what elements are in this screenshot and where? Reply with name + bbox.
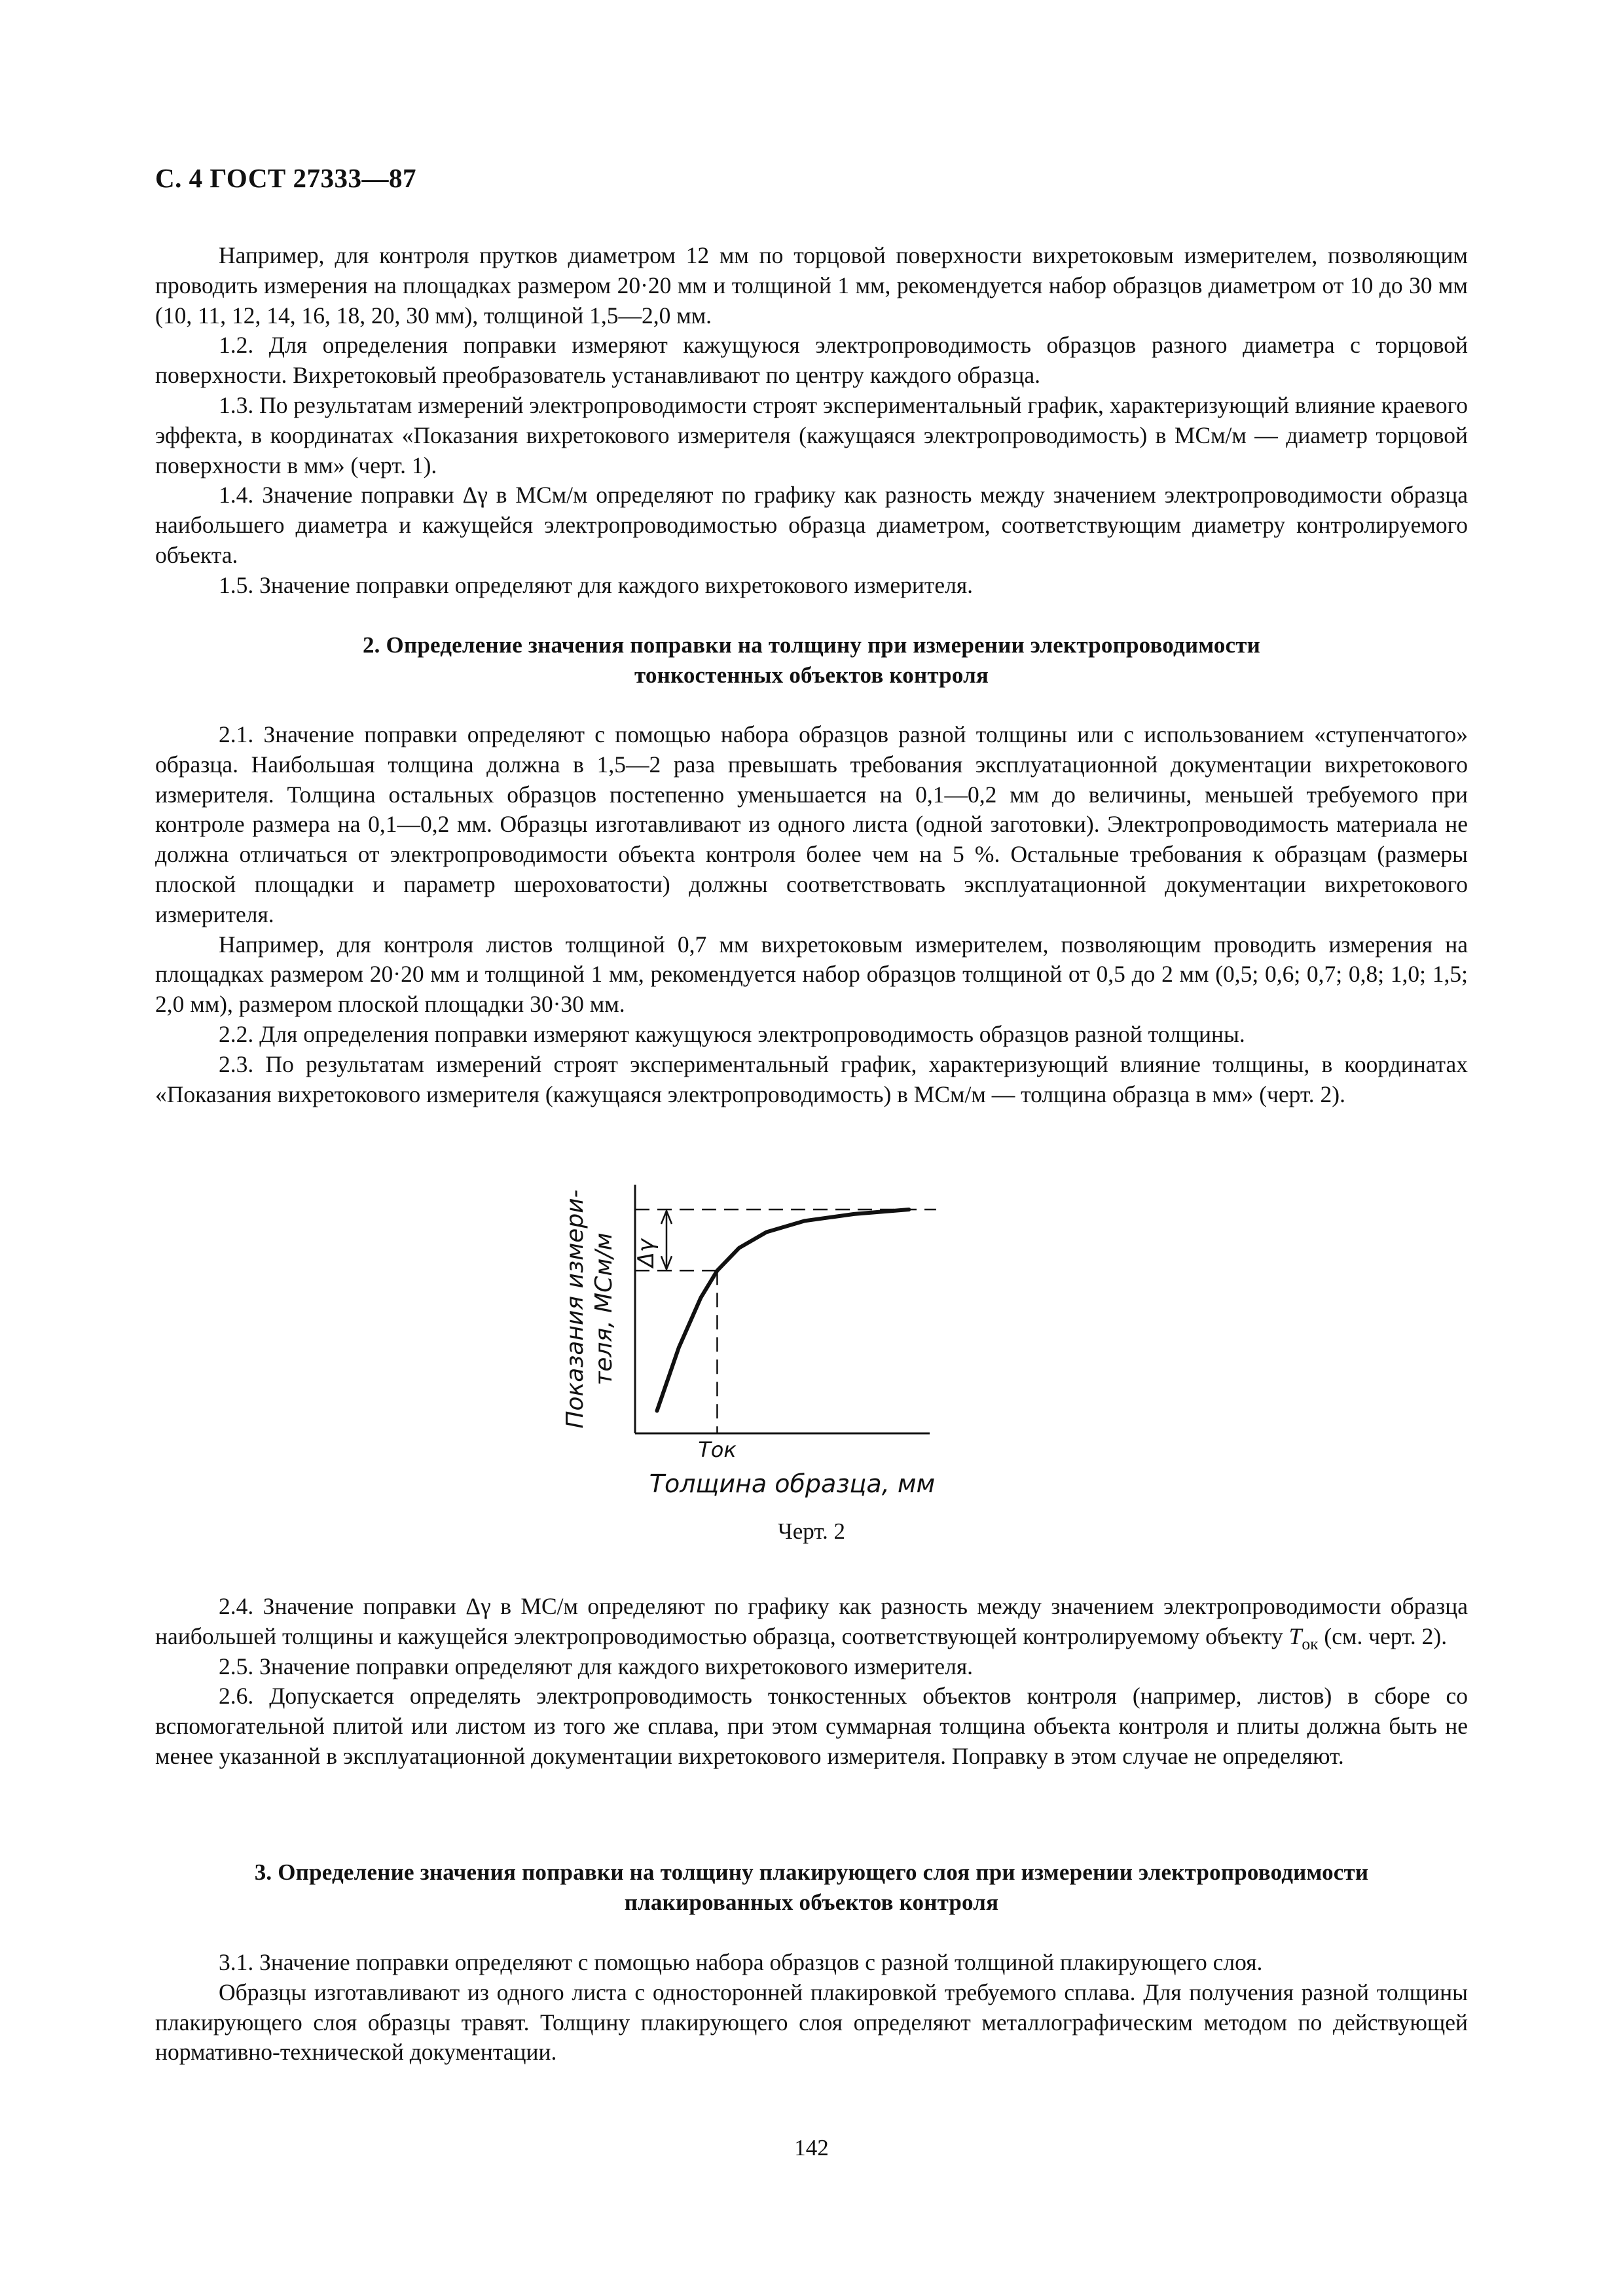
- paragraph-2-4: [155, 1592, 1468, 1652]
- paragraph-2-6: 2.6. Допускается определять электропроводимость тонкостенных объектов контроля (например, листов) в сборе со вспомогательной плитой или листом из того же сплава, при этом суммарная толщина объекта контроля и плиты должна быть не менее указанной в эксплуатационной документации вихретокового измерителя. Поправку в этом случае не определяют.: [155, 1683, 1468, 1769]
- page-number: 142: [794, 2135, 829, 2161]
- tok-label: Ток: [698, 1437, 737, 1462]
- paragraph-1-5: 1.5. Значение поправки определяют для каждого вихретокового измерителя.: [219, 571, 974, 598]
- section-3-heading-line2: плакированных объектов контроля: [624, 1890, 999, 1915]
- paragraph-2-2: 2.2. Для определения поправки измеряют кажущуюся электропроводимость образцов разной толщины.: [219, 1020, 1245, 1047]
- t-symbol: T: [1288, 1623, 1302, 1649]
- section-3-heading: [155, 1857, 1468, 1918]
- section-2-heading-line1: 2. Определение значения поправки на толщину при измерении электропроводимости: [362, 632, 1261, 658]
- x-axis-title: Толщина образца, мм: [649, 1469, 936, 1498]
- y-axis-title-line1: Показания измери-: [562, 1189, 589, 1429]
- paragraph-2-example: Например, для контроля листов толщиной 0,7 мм вихретоковым измерителем, позволяющим проводить измерения на площадках размером 20·20 мм и толщиной 1 мм, рекомендуется набор образцов толщиной от 0,5 до 2 мм (0,5; 0,6; 0,7; 0,8; 1,0; 1,5; 2,0 мм), размером плоской площадки 30·30 мм.: [155, 931, 1468, 1018]
- section-2-heading-line2: тонкостенных объектов контроля: [634, 662, 989, 688]
- paragraph-1-3: 1.3. По результатам измерений электропроводимости строят экспериментальный график, характеризующий влияние краевого эффекта, в координатах «Показания вихретокового измерителя (кажущаяся электропроводимость) в МСм/м — диаметр торцовой поверхности в мм» (черт. 1).: [155, 391, 1468, 478]
- paragraph-1-example: Например, для контроля прутков диаметром 12 мм по торцовой поверхности вихретоковым измерителем, позволяющим проводить измерения на площадках размером 20·20 мм и толщиной 1 мм, рекомендуется набор образцов диаметром от 10 до 30 мм (10, 11, 12, 14, 16, 18, 20, 30 мм), толщиной 1,5—2,0 мм.: [155, 242, 1468, 329]
- section-2-text: [155, 720, 1468, 1109]
- paragraph-3-samples: Образцы изготавливают из одного листа с односторонней плакировкой требуемого сплава. Для получения разной толщины плакирующего слоя образцы травят. Толщину плакирующего слоя определяют металлографическим методом по действующей нормативно-технической документации.: [155, 1979, 1468, 2066]
- section-2-heading: [155, 630, 1468, 691]
- paragraph-1-2: 1.2. Для определения поправки измеряют кажущуюся электропроводимость образцов разного диаметра с торцовой поверхности. Вихретоковый преобразователь устанавливают по центру каждого образца.: [155, 332, 1468, 389]
- paragraph-2-4-tail: (см. черт. 2).: [1318, 1623, 1448, 1649]
- t-subscript: ок: [1302, 1634, 1319, 1653]
- section-3-heading-line1: 3. Определение значения поправки на толщину плакирующего слоя при измерении электропроводимости: [254, 1859, 1369, 1885]
- paragraph-2-5: 2.5. Значение поправки определяют для каждого вихретокового измерителя.: [219, 1653, 974, 1679]
- section-1-text: [155, 241, 1468, 601]
- section-2-text-continued: [155, 1592, 1468, 1772]
- page-header: С. 4 ГОСТ 27333—87: [155, 163, 417, 193]
- figure-caption: Черт. 2: [778, 1518, 845, 1544]
- plot-area: [562, 1185, 936, 1498]
- paragraph-1-4: 1.4. Значение поправки Δγ в МСм/м определяют по графику как разность между значением электропроводимости образца наибольшего диаметра и кажущейся электропроводимостью образца диаметром, соответствующим диаметру контролируемого объекта.: [155, 482, 1468, 568]
- thickness-chart: [543, 1172, 962, 1512]
- data-curve: [657, 1210, 909, 1411]
- paragraph-2-3: 2.3. По результатам измерений строят экспериментальный график, характеризующий влияние толщины, в координатах «Показания вихретокового измерителя (кажущаяся электропроводимость) в МСм/м — толщина образца в мм» (черт. 2).: [155, 1050, 1468, 1107]
- y-axis-title-line2: теля, МСм/м: [591, 1232, 617, 1386]
- paragraph-2-4-text: 2.4. Значение поправки Δγ в МС/м определяют по графику как разность между значением электропроводимости образца наибольшей толщины и кажущейся электропроводимостью образца, соответствующей контролируемому объекту: [155, 1593, 1468, 1649]
- section-3-text: [155, 1948, 1468, 2068]
- paragraph-3-1: 3.1. Значение поправки определяют с помощью набора образцов с разной толщиной плакирующего слоя.: [219, 1949, 1263, 1975]
- delta-gamma-label: Δγ: [633, 1238, 659, 1268]
- paragraph-2-1: 2.1. Значение поправки определяют с помощью набора образцов разной толщины или с использованием «ступенчатого» образца. Наибольшая толщина должна в 1,5—2 раза превышать требования эксплуатационной документации вихретокового измерителя. Толщина остальных образцов постепенно уменьшается на 0,1—0,2 мм до величины, меньшей требуемого при контроле размера на 0,1—0,2 мм. Образцы изготавливают из одного листа (одной заготовки). Электропроводимость материала не должна отличаться от электропроводимости объекта контроля более чем на 5 %. Остальные требования к образцам (размеры плоской площадки и параметр шероховатости) должны соответствовать эксплуатационной документации вихретокового измерителя.: [155, 721, 1468, 927]
